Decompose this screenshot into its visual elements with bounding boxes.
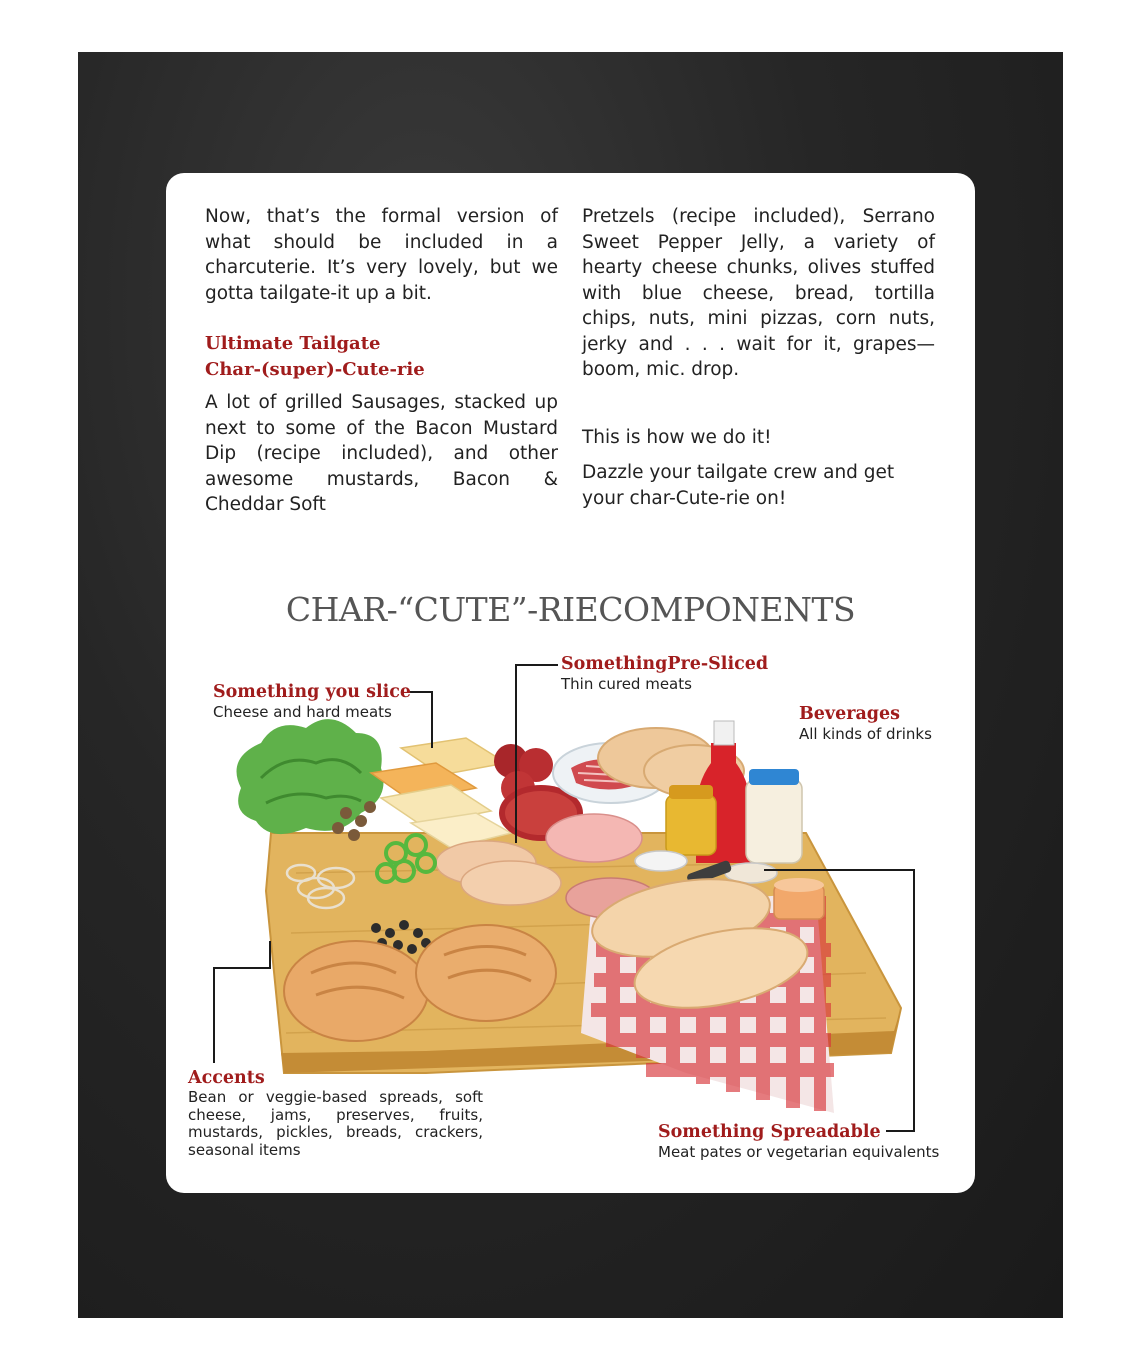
spreadable-subtitle: Meat pates or vegetarian equivalents xyxy=(658,1143,940,1161)
how-we-do-it: This is how we do it! xyxy=(582,426,772,448)
slice-subtitle: Cheese and hard meats xyxy=(213,703,392,721)
continued-paragraph: Pretzels (recipe included), Serrano Sweet Pepper Jelly, a variety of hearty cheese chunks, olives stuffed with blue cheese, bread, tortilla chips, nuts, mini pizzas, corn nuts, jerky and . . . wait for it, grapes—boom, mic. drop. xyxy=(582,206,935,380)
content-card xyxy=(166,173,975,1193)
dazzle-paragraph: Dazzle your tailgate crew and get your char-Cute-rie on! xyxy=(582,462,895,509)
label-something-you-slice xyxy=(213,681,411,721)
label-something-pre-sliced xyxy=(561,653,768,693)
intro-paragraph: Now, that’s the formal version of what should be included in a charcuterie. It’s very lovely, but we gotta tailgate-it up a bit. xyxy=(205,206,558,304)
presliced-title: SomethingPre-Sliced xyxy=(561,654,769,674)
slice-title: Something you slice xyxy=(213,682,412,702)
presliced-subtitle: Thin cured meats xyxy=(561,675,692,693)
label-beverages xyxy=(799,703,932,743)
accents-subtitle: Bean or veggie-based spreads, soft cheese, jams, preserves, fruits, mustards, pickles, breads, crackers, seasonal items xyxy=(188,1088,483,1159)
label-accents xyxy=(188,1067,483,1159)
beverages-title: Beverages xyxy=(799,704,901,724)
section-heading-line1: Ultimate Tailgate xyxy=(205,333,381,354)
spreadable-title: Something Spreadable xyxy=(658,1122,881,1142)
diagram-title: CHAR-“CUTE”-RIECOMPONENTS xyxy=(285,590,856,629)
cheese-slices xyxy=(371,738,511,848)
tailgate-paragraph: A lot of grilled Sausages, stacked up next to some of the Bacon Mustard Dip (recipe included), and other awesome mustards, Bacon & Cheddar Soft xyxy=(205,392,558,515)
beverages-subtitle: All kinds of drinks xyxy=(799,725,932,743)
section-heading-line2: Char-(super)-Cute-rie xyxy=(205,358,425,380)
accents-title: Accents xyxy=(188,1068,265,1088)
label-something-spreadable xyxy=(658,1121,939,1161)
